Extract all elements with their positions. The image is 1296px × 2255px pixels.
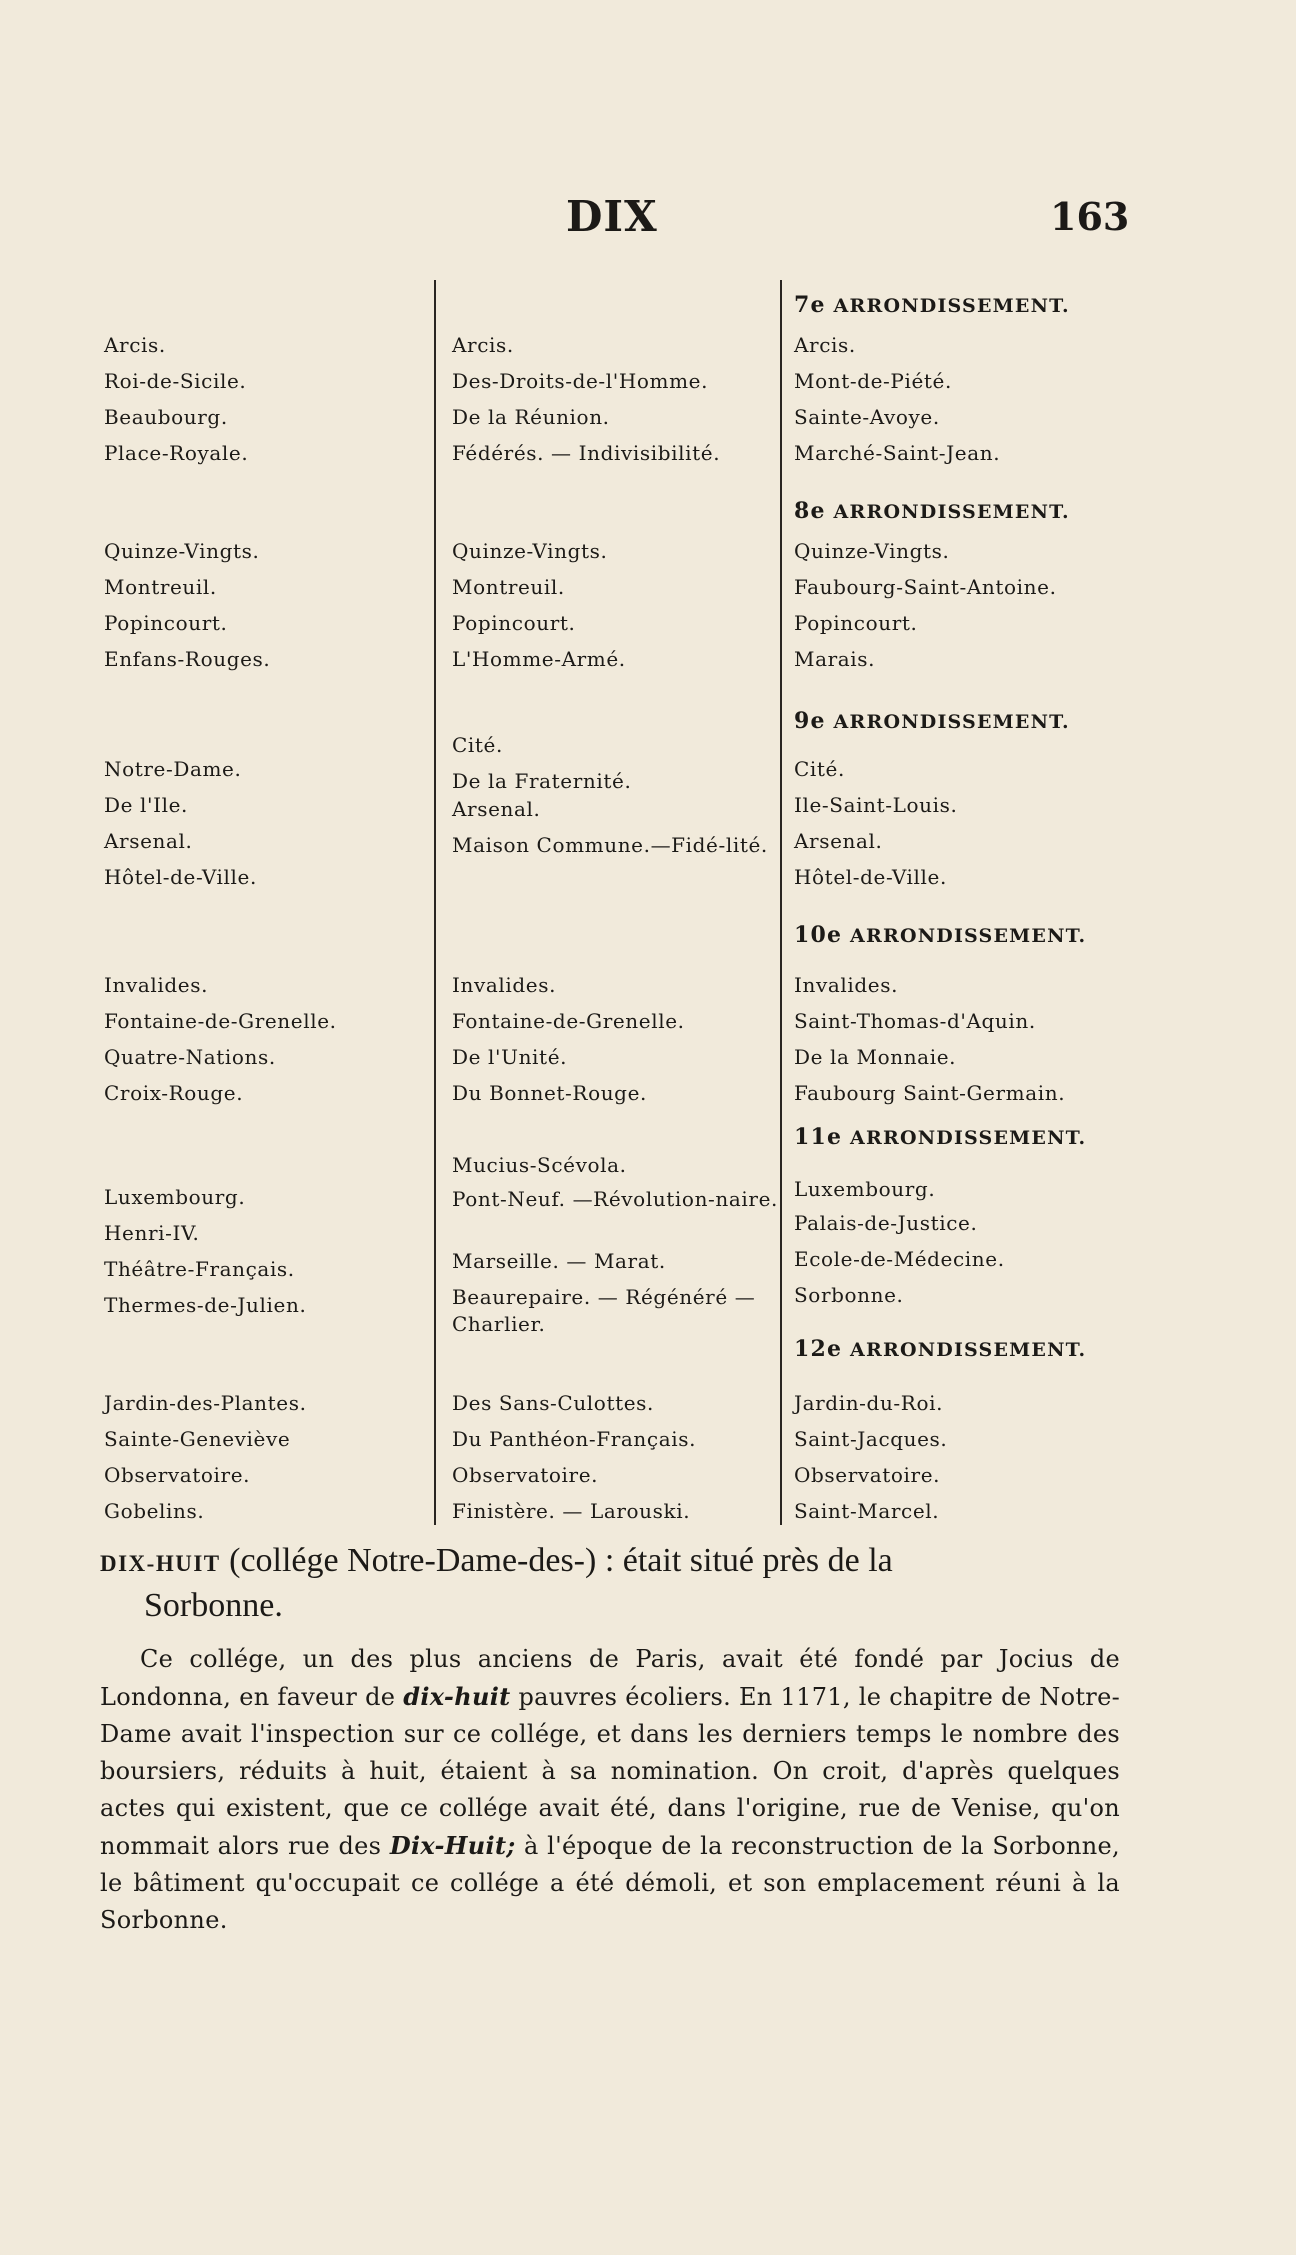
quarter-name: Popincourt. bbox=[794, 611, 918, 635]
quarter-name: Sainte-Avoye. bbox=[794, 405, 940, 429]
quarter-name: Gobelins. bbox=[104, 1499, 205, 1523]
quarter-name: De l'Ile. bbox=[104, 793, 189, 817]
quarter-name: Quinze-Vingts. bbox=[104, 539, 260, 563]
quarter-name: Notre-Dame. bbox=[104, 757, 242, 781]
section-name: Beaurepaire. — Régénéré — Charlier. bbox=[452, 1285, 756, 1336]
section-name: Des Sans-Culottes. bbox=[452, 1391, 654, 1415]
arrondissement-heading bbox=[794, 922, 1086, 948]
quarter-name: Quinze-Vingts. bbox=[794, 539, 950, 563]
arrondissement-label: ARRONDISSEMENT. bbox=[833, 711, 1070, 733]
quarter-name: Luxembourg. bbox=[794, 1177, 936, 1201]
quarter-name: Luxembourg. bbox=[104, 1185, 246, 1209]
section-name: Arcis. bbox=[452, 333, 514, 357]
quarter-name: Saint-Marcel. bbox=[794, 1499, 940, 1523]
quarter-name: Enfans-Rouges. bbox=[104, 647, 271, 671]
quarter-name: Sainte-Geneviève bbox=[104, 1427, 291, 1451]
quarter-name: Saint-Jacques. bbox=[794, 1427, 948, 1451]
entry-headword: DIX-HUIT bbox=[100, 1551, 221, 1576]
entry-heading-continuation: Sorbonne. bbox=[144, 1587, 283, 1624]
quarter-name: Marais. bbox=[794, 647, 876, 671]
section-name: Fédérés. — Indivisibilité. bbox=[452, 441, 721, 465]
quarter-name: Roi-de-Sicile. bbox=[104, 369, 247, 393]
quarter-name: Cité. bbox=[794, 757, 845, 781]
quarter-name: Invalides. bbox=[104, 973, 209, 997]
quarter-name: Observatoire. bbox=[104, 1463, 251, 1487]
section-name: Mucius-Scévola. bbox=[452, 1153, 627, 1177]
section-name: Montreuil. bbox=[452, 575, 565, 599]
quarter-name: Ile-Saint-Louis. bbox=[794, 793, 958, 817]
dictionary-entry bbox=[100, 1540, 1120, 1963]
quarter-name: Arcis. bbox=[104, 333, 166, 357]
quarter-name: Croix-Rouge. bbox=[104, 1081, 244, 1105]
column-divider bbox=[434, 280, 436, 1525]
quarter-name: Hôtel-de-Ville. bbox=[794, 865, 947, 889]
running-title: DIX bbox=[566, 192, 658, 241]
sections-table bbox=[100, 280, 1120, 1525]
quarter-name: Invalides. bbox=[794, 973, 899, 997]
arrondissement-label: ARRONDISSEMENT. bbox=[850, 1339, 1087, 1361]
arrondissement-label: ARRONDISSEMENT. bbox=[850, 1127, 1087, 1149]
quarter-name: Beaubourg. bbox=[104, 405, 228, 429]
entry-body-italic: Dix-Huit; bbox=[389, 1831, 516, 1860]
section-name: Du Bonnet-Rouge. bbox=[452, 1081, 647, 1105]
arrondissement-label: ARRONDISSEMENT. bbox=[850, 925, 1087, 947]
quarter-name: Arsenal. bbox=[104, 829, 193, 853]
quarter-name: Jardin-des-Plantes. bbox=[104, 1391, 307, 1415]
quarter-name: Thermes-de-Julien. bbox=[104, 1293, 307, 1317]
quarter-name: Quatre-Nations. bbox=[104, 1045, 276, 1069]
quarter-name: Montreuil. bbox=[104, 575, 217, 599]
arrondissement-number: 9e bbox=[794, 708, 826, 734]
quarter-name: Observatoire. bbox=[794, 1463, 941, 1487]
quarter-name: Fontaine-de-Grenelle. bbox=[104, 1009, 337, 1033]
entry-body-text: pauvres écoliers. En 1171, le chapitre de Notre-Dame avait l'inspection sur ce collége, et dans les derniers temps le nombre des boursiers, réduits à huit, étaient à sa nomination. On croit, d'après quelques actes qui existent, que ce collége avait été, dans l'origine, rue de Venise, qu'on nommait alors rue des bbox=[100, 1683, 1120, 1860]
section-name: Pont-Neuf. —Révolution-naire. bbox=[452, 1187, 778, 1211]
section-name: Quinze-Vingts. bbox=[452, 539, 608, 563]
quarter-name: Place-Royale. bbox=[104, 441, 249, 465]
quarter-name: Arsenal. bbox=[794, 829, 883, 853]
quarter-name: Faubourg-Saint-Antoine. bbox=[794, 575, 1057, 599]
section-name: Maison Commune.—Fidé-lité. bbox=[452, 833, 768, 857]
quarter-name: De la Monnaie. bbox=[794, 1045, 957, 1069]
section-name: Arsenal. bbox=[452, 797, 541, 821]
quarter-name: Théâtre-Français. bbox=[104, 1257, 295, 1281]
column-divider bbox=[780, 280, 782, 1525]
quarter-name: Mont-de-Piété. bbox=[794, 369, 952, 393]
section-name: Des-Droits-de-l'Homme. bbox=[452, 369, 709, 393]
section-name: Invalides. bbox=[452, 973, 557, 997]
arrondissement-number: 12e bbox=[794, 1336, 843, 1362]
section-name: Du Panthéon-Français. bbox=[452, 1427, 697, 1451]
running-head bbox=[0, 192, 1296, 252]
section-name: L'Homme-Armé. bbox=[452, 647, 626, 671]
entry-body-italic: dix-huit bbox=[403, 1682, 511, 1711]
arrondissement-heading bbox=[794, 1124, 1086, 1150]
quarter-name: Faubourg Saint-Germain. bbox=[794, 1081, 1066, 1105]
arrondissement-label: ARRONDISSEMENT. bbox=[833, 295, 1070, 317]
quarter-name: Henri-IV. bbox=[104, 1221, 200, 1245]
quarter-name: Saint-Thomas-d'Aquin. bbox=[794, 1009, 1036, 1033]
section-name: Marseille. — Marat. bbox=[452, 1249, 666, 1273]
arrondissement-number: 7e bbox=[794, 292, 826, 318]
entry-heading bbox=[100, 1540, 1120, 1627]
entry-body-text: Ce collége, un des plus anciens de Paris, avait été fondé par Jocius de Londonna, en faveur de bbox=[100, 1645, 1120, 1711]
section-name: De la Fraternité. bbox=[452, 769, 632, 793]
quarter-name: Jardin-du-Roi. bbox=[794, 1391, 944, 1415]
quarter-name: Palais-de-Justice. bbox=[794, 1211, 978, 1235]
arrondissement-number: 8e bbox=[794, 498, 826, 524]
arrondissement-number: 11e bbox=[794, 1124, 843, 1150]
arrondissement-heading bbox=[794, 1336, 1086, 1362]
arrondissement-heading bbox=[794, 292, 1070, 318]
entry-body-text: à l'époque de la reconstruction de la Sorbonne, le bâtiment qu'occupait ce collége a été démoli, et son emplacement réuni à la Sorbonne. bbox=[100, 1832, 1120, 1934]
quarter-name: Ecole-de-Médecine. bbox=[794, 1247, 1005, 1271]
entry-body bbox=[100, 1641, 1120, 1939]
quarter-name: Arcis. bbox=[794, 333, 856, 357]
section-name: De l'Unité. bbox=[452, 1045, 568, 1069]
page-number: 163 bbox=[1050, 194, 1130, 239]
quarter-name: Marché-Saint-Jean. bbox=[794, 441, 1001, 465]
arrondissement-number: 10e bbox=[794, 922, 843, 948]
quarter-name: Sorbonne. bbox=[794, 1283, 904, 1307]
section-name: Observatoire. bbox=[452, 1463, 599, 1487]
entry-heading-text: (collége Notre-Dame-des-) : était situé près de la bbox=[229, 1542, 893, 1579]
quarter-name: Hôtel-de-Ville. bbox=[104, 865, 257, 889]
section-name: Finistère. — Larouski. bbox=[452, 1499, 691, 1523]
section-name: Popincourt. bbox=[452, 611, 576, 635]
quarter-name: Popincourt. bbox=[104, 611, 228, 635]
arrondissement-heading bbox=[794, 708, 1070, 734]
section-name: Fontaine-de-Grenelle. bbox=[452, 1009, 685, 1033]
section-name: De la Réunion. bbox=[452, 405, 610, 429]
section-name: Cité. bbox=[452, 733, 503, 757]
arrondissement-label: ARRONDISSEMENT. bbox=[833, 501, 1070, 523]
arrondissement-heading bbox=[794, 498, 1070, 524]
